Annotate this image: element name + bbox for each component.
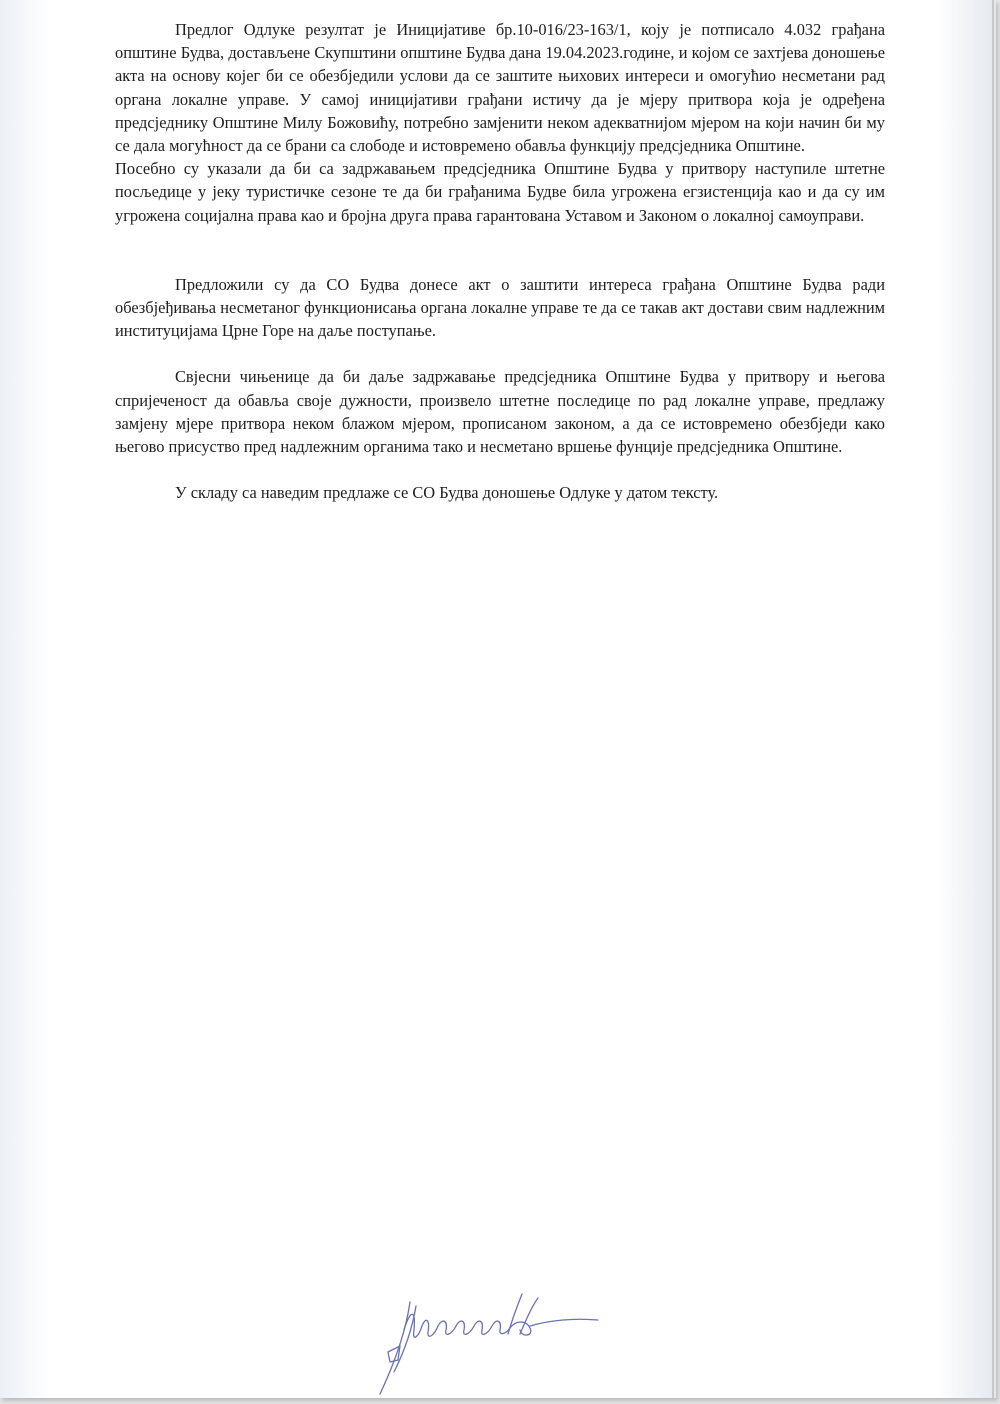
spacer: [115, 342, 885, 365]
paragraph-awareness: Свјесни чињенице да би даље задржавање предсједника Општине Будва у притвору и његова спријеченост да обавља своје дужности, произвело штетне последице по рад локалне управе, предлажу замјену мјере притвора неком блажом мјером, прописаном законом, а да се истовремено обезбједи како његово присуство пред надлежним органима тако и несметано вршење фунције предсједника Општине.: [115, 367, 885, 457]
handwritten-signature: [370, 1290, 600, 1398]
paragraph-conclusion: У складу са наведим предлаже се СО Будва доношење Одлуке у датом тексту.: [175, 483, 719, 503]
paragraph-proposal: Предложили су да СО Будва донесе акт о заштити интереса грађана Општине Будва ради обезбјеђивања несметаног функционисања органа локалне управе те да се такав акт достави свим надлежним институцијама Црне Горе на даље поступање.: [115, 274, 885, 341]
spacer: [115, 227, 885, 273]
scan-shadow-right: [936, 0, 996, 1398]
signature-icon: [370, 1290, 600, 1398]
scan-shadow-left: [0, 0, 50, 1398]
paragraph-consequences: Посебно су указали да би са задржавањем предсједника Општине Будва у притвору наступиле штетне посљедице у јеку туристичке сезоне те да би грађанима Будве била угрожена егзистенција као и да су им угрожена социјална права као и бројна друга права гарантована Уставом и Законом о локалној самоуправи.: [115, 159, 885, 225]
document-body: [115, 18, 885, 504]
spacer: [115, 458, 885, 481]
page-edge-line: [992, 0, 994, 1398]
paragraph-initiative: Предлог Одлуке резултат је Иницијативе бр.10-016/23-163/1, коју је потписало 4.032 грађана општине Будва, достављене Скупштини општине Будва дана 19.04.2023.године, и којом се захтјева доношење акта на основу којег би се обезбједили услови да се заштите њихових интереси и омогућио несметани рад органа локалне управе. У самој иницијативи грађани истичу да је мјеру притвора која је одређена предсједнику Општине Милу Божовићу, потребно замјенити неком адекватнијом мјером на који начин би му се дала могућност да се брани са слободе и истовремено обавља функцију предсједника Општине.: [115, 20, 885, 156]
